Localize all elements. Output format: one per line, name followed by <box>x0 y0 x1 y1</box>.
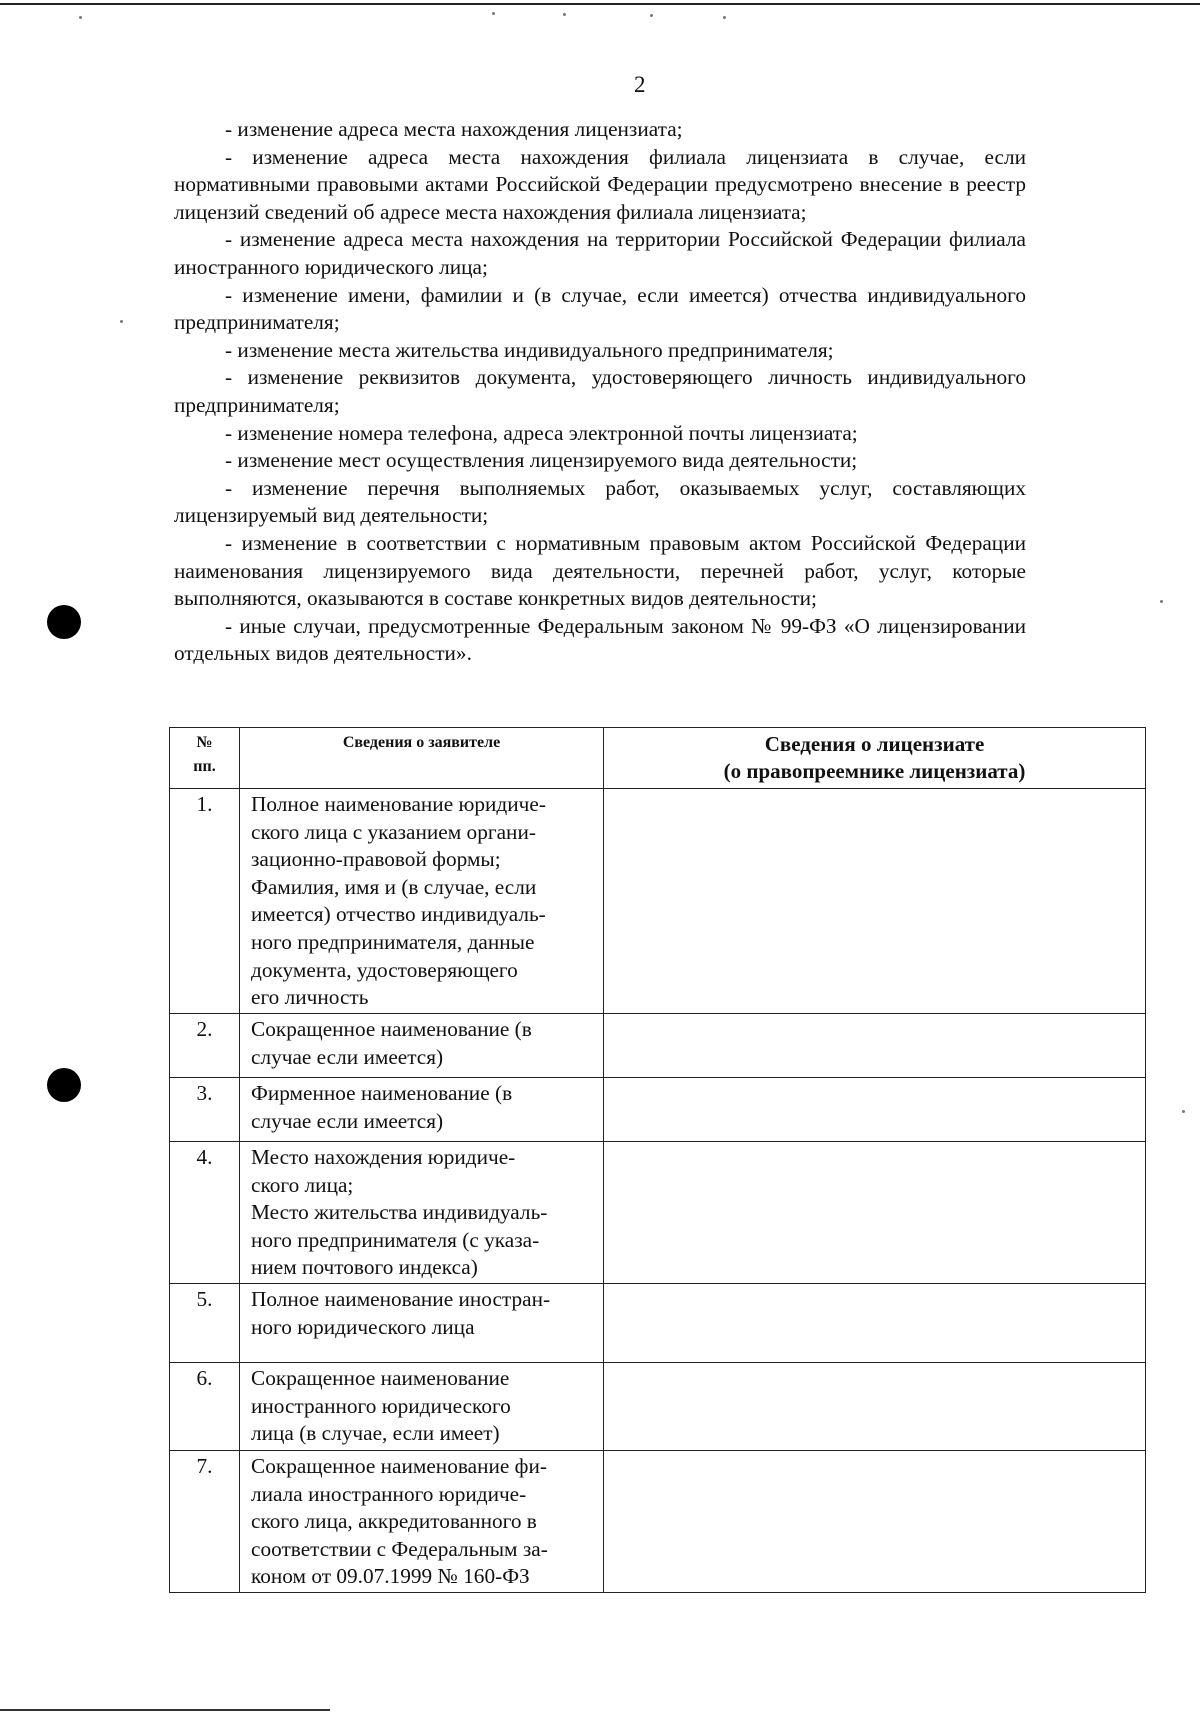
list-item: - изменение в соответствии с нормативным правовым актом Российской Федерации наименования лицензируемого вида деятельности, перечней работ, услуг, которые выполняются, оказываются в составе конкретных видов деятельности; <box>174 530 1026 611</box>
punch-hole-mark <box>47 605 81 639</box>
punch-hole-mark <box>47 1068 81 1102</box>
row-description-line: Сокращенное наименование фи- <box>251 1454 547 1478</box>
table-row <box>170 1078 1146 1142</box>
row-description-line: случае если имеется) <box>251 1108 444 1133</box>
row-description-line: ного предпринимателя, данные <box>251 929 535 954</box>
list-item: - изменение места жительства индивидуального предпринимателя; <box>225 337 834 362</box>
list-item: - изменение адреса места нахождения филиала лицензиата в случае, если нормативными правовыми актами Российской Федерации предусмотрено внесение в реестр лицензий сведений об адресе места нахождения филиала лицензиата; <box>174 144 1026 224</box>
row-description-line: соответствии с Федеральным за- <box>251 1536 548 1561</box>
row-description-line: нием почтового индекса) <box>251 1255 478 1280</box>
row-description-line: Сокращенное наименование (в <box>251 1017 532 1041</box>
row-description-line: лица (в случае, если имеет) <box>251 1421 500 1446</box>
table-row <box>170 1363 1146 1451</box>
row-description <box>240 1363 604 1451</box>
row-description-line: Место жительства индивидуаль- <box>251 1200 548 1225</box>
row-description-line: ского лица, аккредитованного в <box>251 1509 537 1534</box>
header-licensee <box>604 728 1146 789</box>
scan-speck <box>1182 1110 1185 1113</box>
list-item: - иные случаи, предусмотренные Федеральным законом № 99-ФЗ «О лицензировании отдельных видов деятельности». <box>174 613 1026 666</box>
header-number-abbrev: пп. <box>193 758 216 775</box>
row-description-line: коном от 09.07.1999 № 160-ФЗ <box>251 1564 530 1589</box>
scan-speck <box>492 12 495 15</box>
row-description <box>240 1078 604 1142</box>
scan-top-edge <box>0 3 1200 5</box>
row-description-line: зационно-правовой формы; <box>251 847 501 872</box>
scan-speck <box>563 13 566 16</box>
row-number: 5. <box>170 1284 240 1363</box>
row-number: 7. <box>170 1451 240 1593</box>
scan-speck <box>723 16 726 19</box>
licensee-value-cell <box>604 1363 1146 1451</box>
list-item: - изменение перечня выполняемых работ, оказываемых услуг, составляющих лицензируемый вид деятельности; <box>174 475 1026 528</box>
row-description <box>240 1451 604 1593</box>
row-description-line: лиала иностранного юридиче- <box>251 1481 527 1506</box>
scan-speck <box>1160 600 1163 603</box>
row-description-line: документа, удостоверяющего <box>251 957 518 982</box>
row-description-line: Фамилия, имя и (в случае, если <box>251 874 537 899</box>
row-description-line: Фирменное наименование (в <box>251 1081 513 1105</box>
row-description-line: Место нахождения юридиче- <box>251 1145 516 1169</box>
list-of-changes <box>174 116 1026 668</box>
row-description-line: имеется) отчество индивидуаль- <box>251 902 546 927</box>
table-row <box>170 789 1146 1014</box>
licensee-value-cell <box>604 1142 1146 1284</box>
list-item: - изменение мест осуществления лицензируемого вида деятельности; <box>225 448 858 473</box>
row-description-line: ского лица; <box>251 1172 354 1197</box>
row-description-line: ного юридического лица <box>251 1314 475 1339</box>
table-row <box>170 1451 1146 1593</box>
row-number: 3. <box>170 1078 240 1142</box>
applicant-info-table <box>169 727 1146 1593</box>
row-description <box>240 789 604 1014</box>
header-number-symbol: № <box>196 734 213 751</box>
table-row <box>170 1014 1146 1078</box>
licensee-value-cell <box>604 1078 1146 1142</box>
row-description-line: Сокращенное наименование <box>251 1366 510 1390</box>
table-header-row <box>170 728 1146 789</box>
row-number: 1. <box>170 789 240 1014</box>
licensee-value-cell <box>604 1284 1146 1363</box>
header-applicant: Сведения о заявителе <box>240 728 604 789</box>
row-number: 4. <box>170 1142 240 1284</box>
row-description-line: иностранного юридического <box>251 1393 511 1418</box>
licensee-value-cell <box>604 1451 1146 1593</box>
scan-speck <box>79 16 82 19</box>
scan-speck <box>120 320 123 323</box>
row-description-line: Полное наименование юридиче- <box>251 792 546 816</box>
scan-bottom-edge <box>0 1709 330 1711</box>
header-licensee-subtitle: (о правопреемнике лицензиата) <box>723 759 1026 783</box>
table-row <box>170 1284 1146 1363</box>
table-row <box>170 1142 1146 1284</box>
row-description-line: его личность <box>251 985 369 1010</box>
list-item: - изменение реквизитов документа, удостоверяющего личность индивидуального предпринимателя; <box>174 365 1026 417</box>
row-description-line: ного предпринимателя (с указа- <box>251 1227 540 1252</box>
row-description <box>240 1142 604 1284</box>
list-item: - изменение адреса места нахождения на территории Российской Федерации филиала иностранного юридического лица; <box>174 227 1026 279</box>
scan-speck <box>650 14 653 17</box>
licensee-value-cell <box>604 1014 1146 1078</box>
licensee-value-cell <box>604 789 1146 1014</box>
page-number: 2 <box>634 72 646 97</box>
header-licensee-title: Сведения о лицензиате <box>764 732 985 756</box>
list-item: - изменение имени, фамилии и (в случае, если имеется) отчества индивидуального предпринимателя; <box>174 282 1026 335</box>
row-description <box>240 1014 604 1078</box>
list-item: - изменение номера телефона, адреса электронной почты лицензиата; <box>225 420 858 445</box>
row-number: 6. <box>170 1363 240 1451</box>
row-description-line: ского лица с указанием органи- <box>251 819 536 844</box>
header-number-column <box>170 728 240 789</box>
list-item: - изменение адреса места нахождения лицензиата; <box>225 117 683 141</box>
row-number: 2. <box>170 1014 240 1078</box>
row-description-line: Полное наименование иностран- <box>251 1287 551 1311</box>
row-description <box>240 1284 604 1363</box>
row-description-line: случае если имеется) <box>251 1044 444 1069</box>
